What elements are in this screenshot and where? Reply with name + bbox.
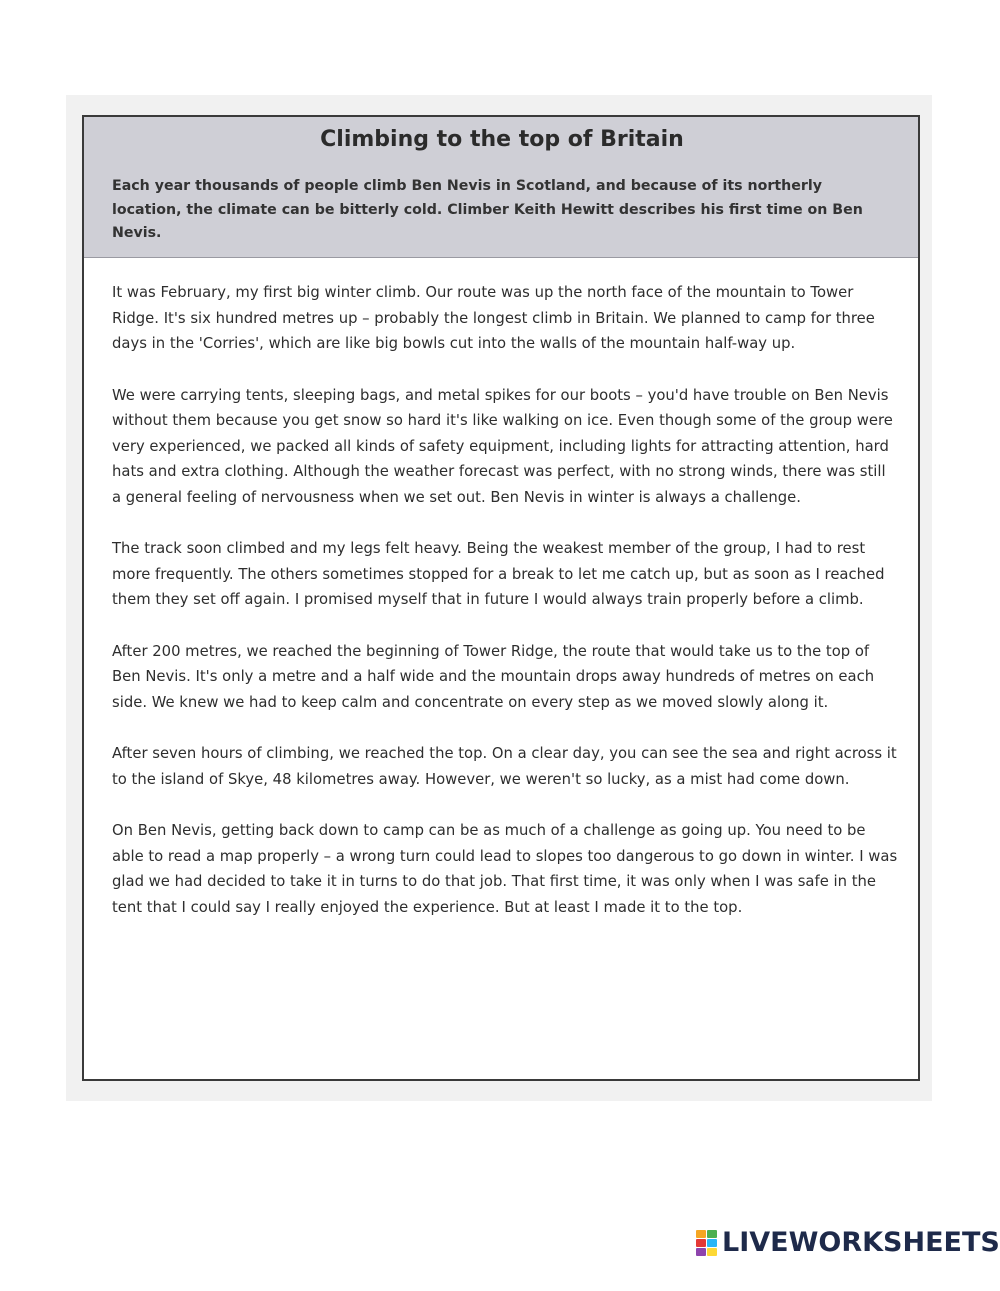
logo-block — [707, 1248, 717, 1256]
liveworksheets-brand[interactable] — [696, 1227, 1000, 1259]
logo-block — [696, 1239, 706, 1247]
logo-block — [707, 1230, 717, 1238]
paragraph-2: We were carrying tents, sleeping bags, and metal spikes for our boots – you'd have trouble on Ben Nevis without them because you get snow so hard it's like walking on ice. Even though some of the group were very experienced, we packed all kinds of safety equipment, including lights for attracting attention, hard hats and extra clothing. Although the weather forecast was perfect, with no strong winds, there was still a general feeling of nervousness when we set out. Ben Nevis in winter is always a challenge. — [112, 386, 893, 506]
paragraph-1: It was February, my first big winter climb. Our route was up the north face of the mountain to Tower Ridge. It's six hundred metres up – probably the longest climb in Britain. We planned to camp for three days in the 'Corries', which are like big bowls cut into the walls of the mountain half-way up. — [112, 284, 875, 352]
paragraph-6: On Ben Nevis, getting back down to camp can be as much of a challenge as going up. You need to be able to read a map properly – a wrong turn could lead to slopes too dangerous to go down in winter. I was glad we had decided to take it in turns to do that job. That first time, it was only when I was safe in the tent that I could say I really enjoyed the experience. But at least I made it to the top. — [112, 822, 898, 916]
logo-block — [696, 1230, 706, 1238]
article-header — [84, 117, 918, 258]
liveworksheets-wordmark: LIVEWORKSHEETS — [722, 1227, 1000, 1258]
article-intro: Each year thousands of people climb Ben Nevis in Scotland, and because of its northerly location, the climate can be bitterly cold. Climber Keith Hewitt describes his first time on Ben Nevis. — [112, 178, 863, 241]
liveworksheets-logo-icon — [696, 1230, 718, 1256]
paragraph-5: After seven hours of climbing, we reached the top. On a clear day, you can see the sea and right across it to the island of Skye, 48 kilometres away. However, we weren't so lucky, as a mist had come down. — [112, 745, 897, 788]
paragraph-4: After 200 metres, we reached the beginning of Tower Ridge, the route that would take us to the top of Ben Nevis. It's only a metre and a half wide and the mountain drops away hundreds of metres on each side. We knew we had to keep calm and concentrate on every step as we moved slowly along it. — [112, 642, 875, 711]
article-body — [84, 258, 918, 920]
article-title: Climbing to the top of Britain — [320, 127, 684, 152]
paragraph-3: The track soon climbed and my legs felt heavy. Being the weakest member of the group, I had to rest more frequently. The others sometimes stopped for a break to let me catch up, but as soon as I reached them they set off again. I promised myself that in future I would always train properly before a climb. — [112, 540, 885, 608]
logo-block — [696, 1248, 706, 1256]
logo-block — [707, 1239, 717, 1247]
reading-passage-box — [82, 115, 920, 1081]
